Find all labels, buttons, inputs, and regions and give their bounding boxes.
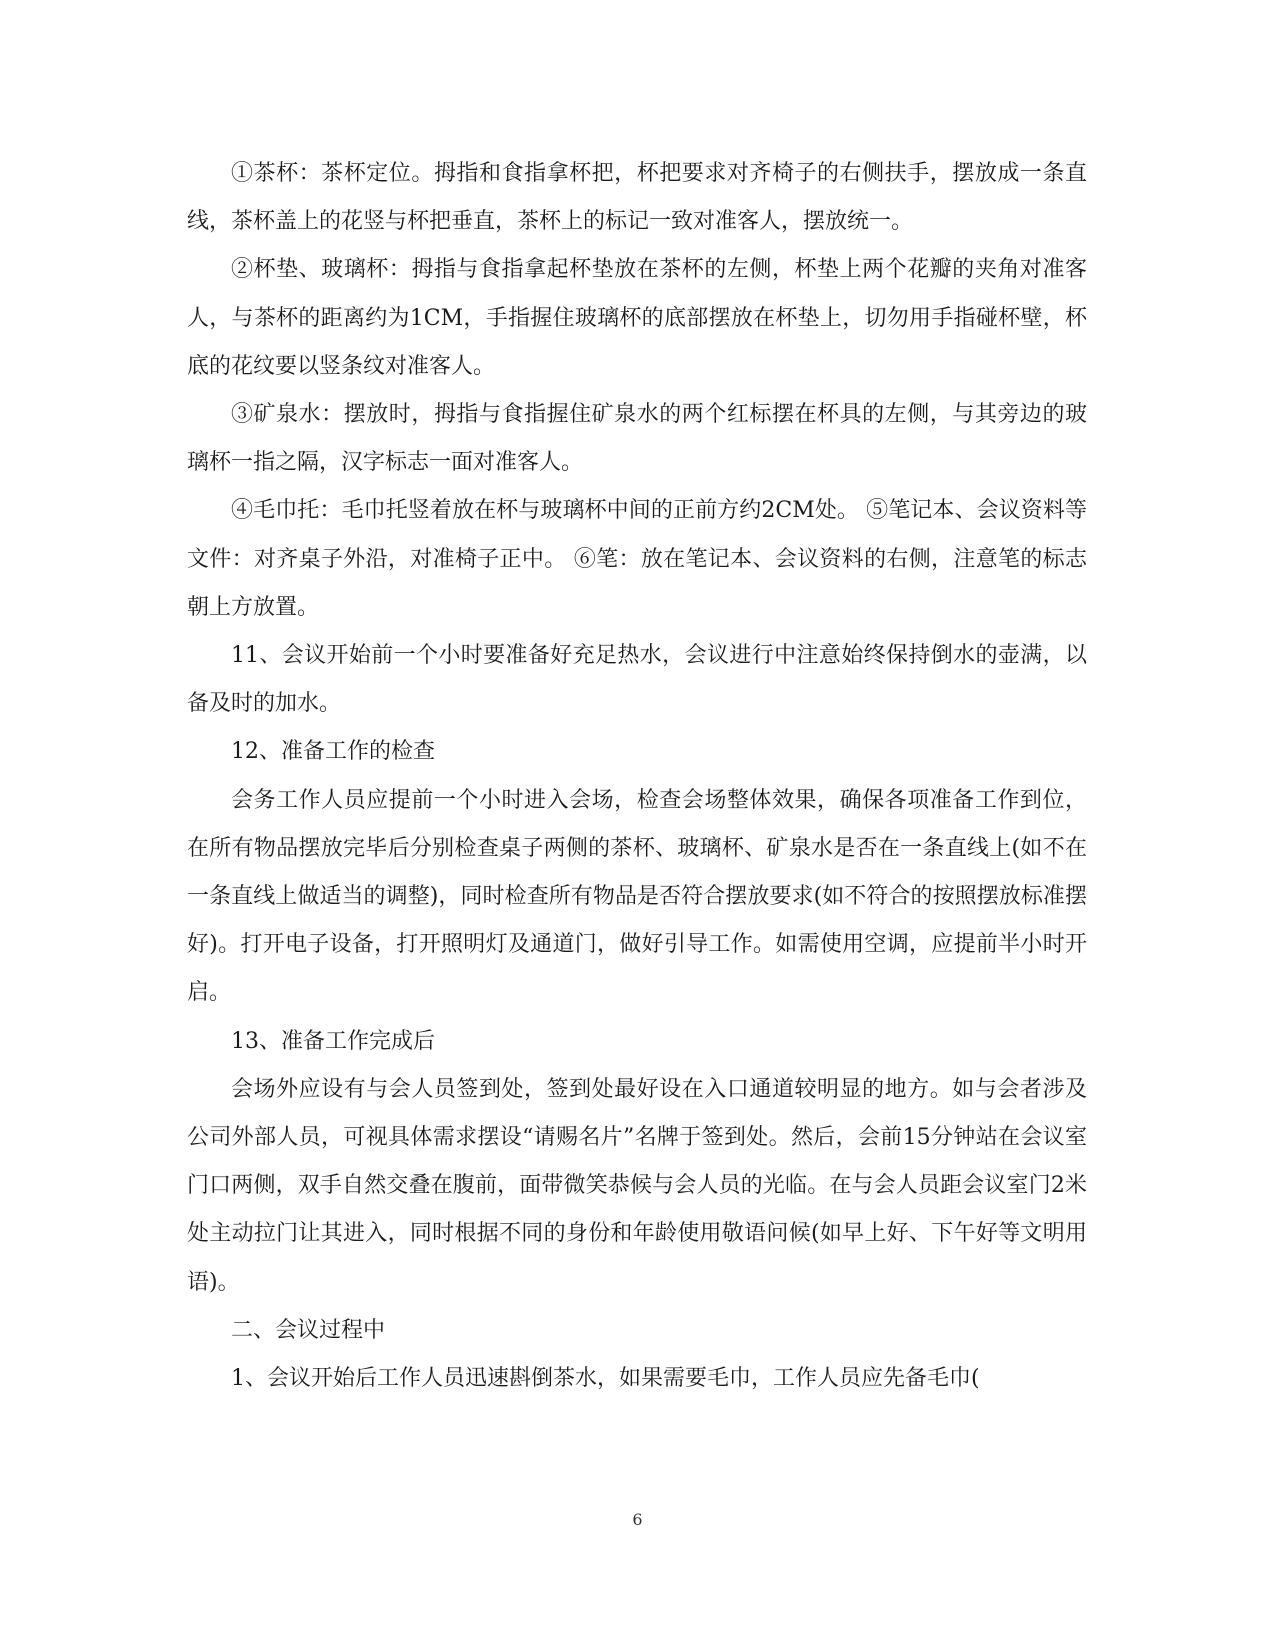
page-number: 6 <box>632 1510 643 1529</box>
paragraph-towel-notebook-pen: ④毛巾托：毛巾托竖着放在杯与玻璃杯中间的正前方约2CM处。 ⑤笔记本、会议资料等文件：对齐桌子外沿，对准椅子正中。 ⑥笔：放在笔记本、会议资料的右侧，注意笔的标志朝上方放置。 <box>187 498 1087 620</box>
heading-after-preparation: 13、准备工作完成后 <box>231 1028 435 1054</box>
paragraph-teacup: ①茶杯：茶杯定位。拇指和食指拿杯把，杯把要求对齐椅子的右侧扶手，摆放成一条直线，茶杯盖上的花竖与杯把垂直，茶杯上的标记一致对准客人，摆放统一。 <box>187 161 1087 235</box>
heading-during-meeting: 二、会议过程中 <box>231 1317 386 1343</box>
paragraph-pour-tea: 1、会议开始后工作人员迅速斟倒茶水，如果需要毛巾，工作人员应先备毛巾( <box>231 1366 980 1392</box>
document-body <box>187 150 1087 1403</box>
paragraph-coaster-glass: ②杯垫、玻璃杯：拇指与食指拿起杯垫放在茶杯的左侧，杯垫上两个花瓣的夹角对准客人，与茶杯的距离约为1CM，手指握住玻璃杯的底部摆放在杯垫上，切勿用手指碰杯壁，杯底的花纹要以竖条纹对准客人。 <box>187 257 1087 379</box>
paragraph-mineral-water: ③矿泉水：摆放时，拇指与食指握住矿泉水的两个红标摆在杯具的左侧，与其旁边的玻璃杯一指之隔，汉字标志一面对准客人。 <box>187 402 1087 476</box>
heading-preparation-check: 12、准备工作的检查 <box>231 739 435 765</box>
paragraph-preparation-check: 会务工作人员应提前一个小时进入会场，检查会场整体效果，确保各项准备工作到位，在所有物品摆放完毕后分别检查桌子两侧的茶杯、玻璃杯、矿泉水是否在一条直线上(如不在一条直线上做适当的调整)，同时检查所有物品是否符合摆放要求(如不符合的按照摆放标准摆好)。打开电子设备，打开照明灯及通道门，做好引导工作。如需使用空调，应提前半小时开启。 <box>187 787 1087 1006</box>
paragraph-hot-water: 11、会议开始前一个小时要准备好充足热水，会议进行中注意始终保持倒水的壶满，以备及时的加水。 <box>187 643 1087 717</box>
paragraph-sign-in: 会场外应设有与会人员签到处，签到处最好设在入口通道较明显的地方。如与会者涉及公司外部人员，可视具体需求摆设“请赐名片”名牌于签到处。然后，会前15分钟站在会议室门口两侧，双手自然交叠在腹前，面带微笑恭候与会人员的光临。在与会人员距会议室门2米处主动拉门让其进入，同时根据不同的身份和年龄使用敬语问候(如早上好、下午好等文明用语)。 <box>187 1076 1087 1295</box>
